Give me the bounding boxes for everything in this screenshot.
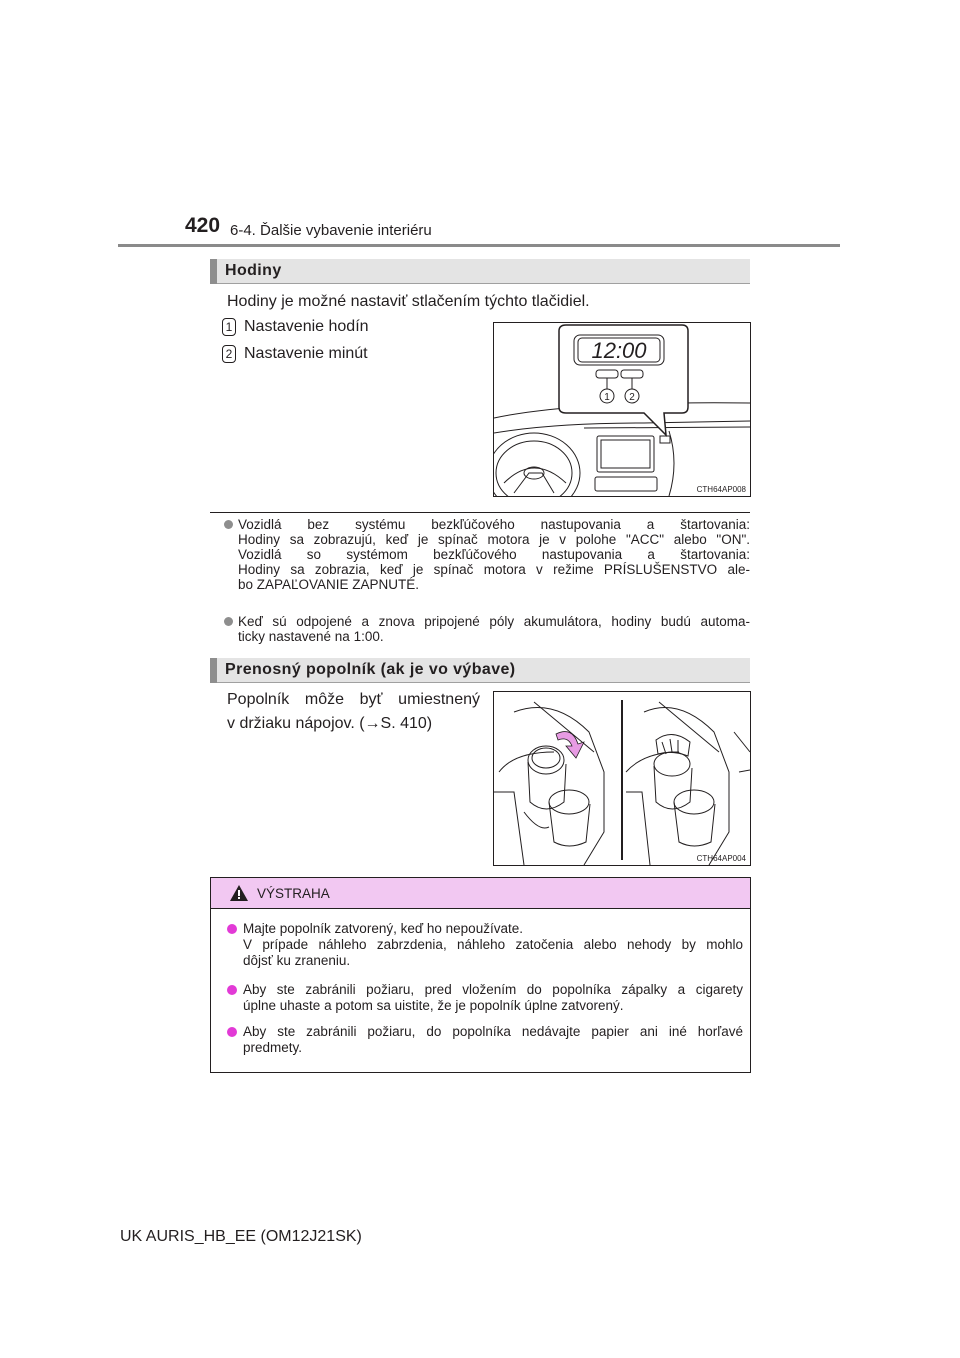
clock-figure	[493, 322, 751, 497]
clock-item-minutes	[222, 345, 368, 363]
note-line: bo ZAPAĽOVANIE ZAPNUTÉ.	[238, 577, 420, 592]
note-line: Vozidlá bez systému bezkľúčového nastupovania a štartovania:	[238, 517, 750, 532]
bullet-icon	[224, 520, 233, 529]
warning-line: Aby ste zabránili požiaru, pred vložením do popolníka zápalky a cigarety	[243, 982, 743, 997]
item-number: 1	[222, 318, 236, 336]
item-label: Nastavenie minút	[244, 345, 368, 363]
ashtray-illustration	[494, 692, 750, 865]
clock-illustration	[494, 323, 750, 496]
bullet-icon	[224, 617, 233, 626]
warning-header	[211, 878, 750, 909]
warning-line: Majte popolník zatvorený, keď ho nepoužívate.	[243, 921, 523, 936]
note-line: Hodiny sa zobrazujú, keď je spínač motora je v polohe "ACC" alebo "ON".	[238, 532, 750, 547]
header-rule	[118, 244, 840, 247]
warning-triangle-icon	[229, 884, 249, 902]
warning-line: Aby ste zabránili požiaru, do popolníka nedávajte papier ani iné horľavé	[243, 1024, 743, 1039]
section-reference: 6-4. Ďalšie vybavenie interiéru	[230, 222, 432, 239]
warning-item	[227, 982, 743, 1014]
figure-code: CTH64AP004	[696, 854, 746, 863]
clock-intro: Hodiny je možné nastaviť stlačením týchto tlačidiel.	[227, 293, 590, 310]
heading-marker	[210, 658, 217, 683]
note-item	[224, 517, 750, 592]
warning-line: dôjsť ku zraneniu.	[243, 953, 351, 968]
warning-title: VÝSTRAHA	[257, 886, 330, 901]
clock-heading: Hodiny	[225, 262, 282, 279]
ashtray-text	[227, 688, 480, 736]
warning-item	[227, 1024, 743, 1056]
callout-number: 1	[604, 392, 610, 403]
note-item	[224, 614, 750, 644]
clock-item-hours	[222, 318, 369, 336]
ashtray-heading: Prenosný popolník (ak je vo výbave)	[225, 661, 516, 678]
note-line: Keď sú odpojené a znova pripojené póly akumulátora, hodiny budú automa-	[238, 614, 750, 629]
ashtray-text-line: v držiaku nápojov. (→S. 410)	[227, 715, 433, 732]
ashtray-heading-bar	[210, 658, 750, 683]
warning-line: úplne uhaste a potom sa uistite, že je popolník úplne zatvorený.	[243, 998, 624, 1013]
callout-number: 2	[629, 392, 635, 403]
figure-code: CTH64AP008	[696, 485, 746, 494]
note-line: Hodiny sa zobrazia, keď je spínač motora v režime PRÍSLUŠENSTVO ale-	[238, 562, 750, 577]
rotate-arrow-icon	[556, 732, 584, 758]
ashtray-figure	[493, 691, 751, 866]
warning-box	[210, 877, 751, 1073]
clock-display-text: 12:00	[591, 338, 647, 363]
clock-heading-bar	[210, 259, 750, 284]
note-line: Vozidlá so systémom bezkľúčového nastupovania a štartovania:	[238, 547, 750, 562]
item-label: Nastavenie hodín	[244, 318, 369, 336]
item-number: 2	[222, 345, 236, 363]
bullet-icon	[227, 1027, 237, 1037]
section-divider	[210, 512, 750, 513]
warning-line: V prípade náhleho zabrzdenia, náhleho zatočenia alebo nehody by mohlo	[243, 937, 743, 952]
note-line: ticky nastavené na 1:00.	[238, 629, 384, 644]
page-number: 420	[185, 214, 221, 237]
warning-item	[227, 921, 743, 969]
heading-marker	[210, 259, 217, 284]
document-code: UK AURIS_HB_EE (OM12J21SK)	[120, 1228, 362, 1245]
bullet-icon	[227, 924, 237, 934]
ashtray-text-line: Popolník môže byť umiestnený	[227, 691, 480, 708]
bullet-icon	[227, 985, 237, 995]
warning-line: predmety.	[243, 1040, 303, 1055]
